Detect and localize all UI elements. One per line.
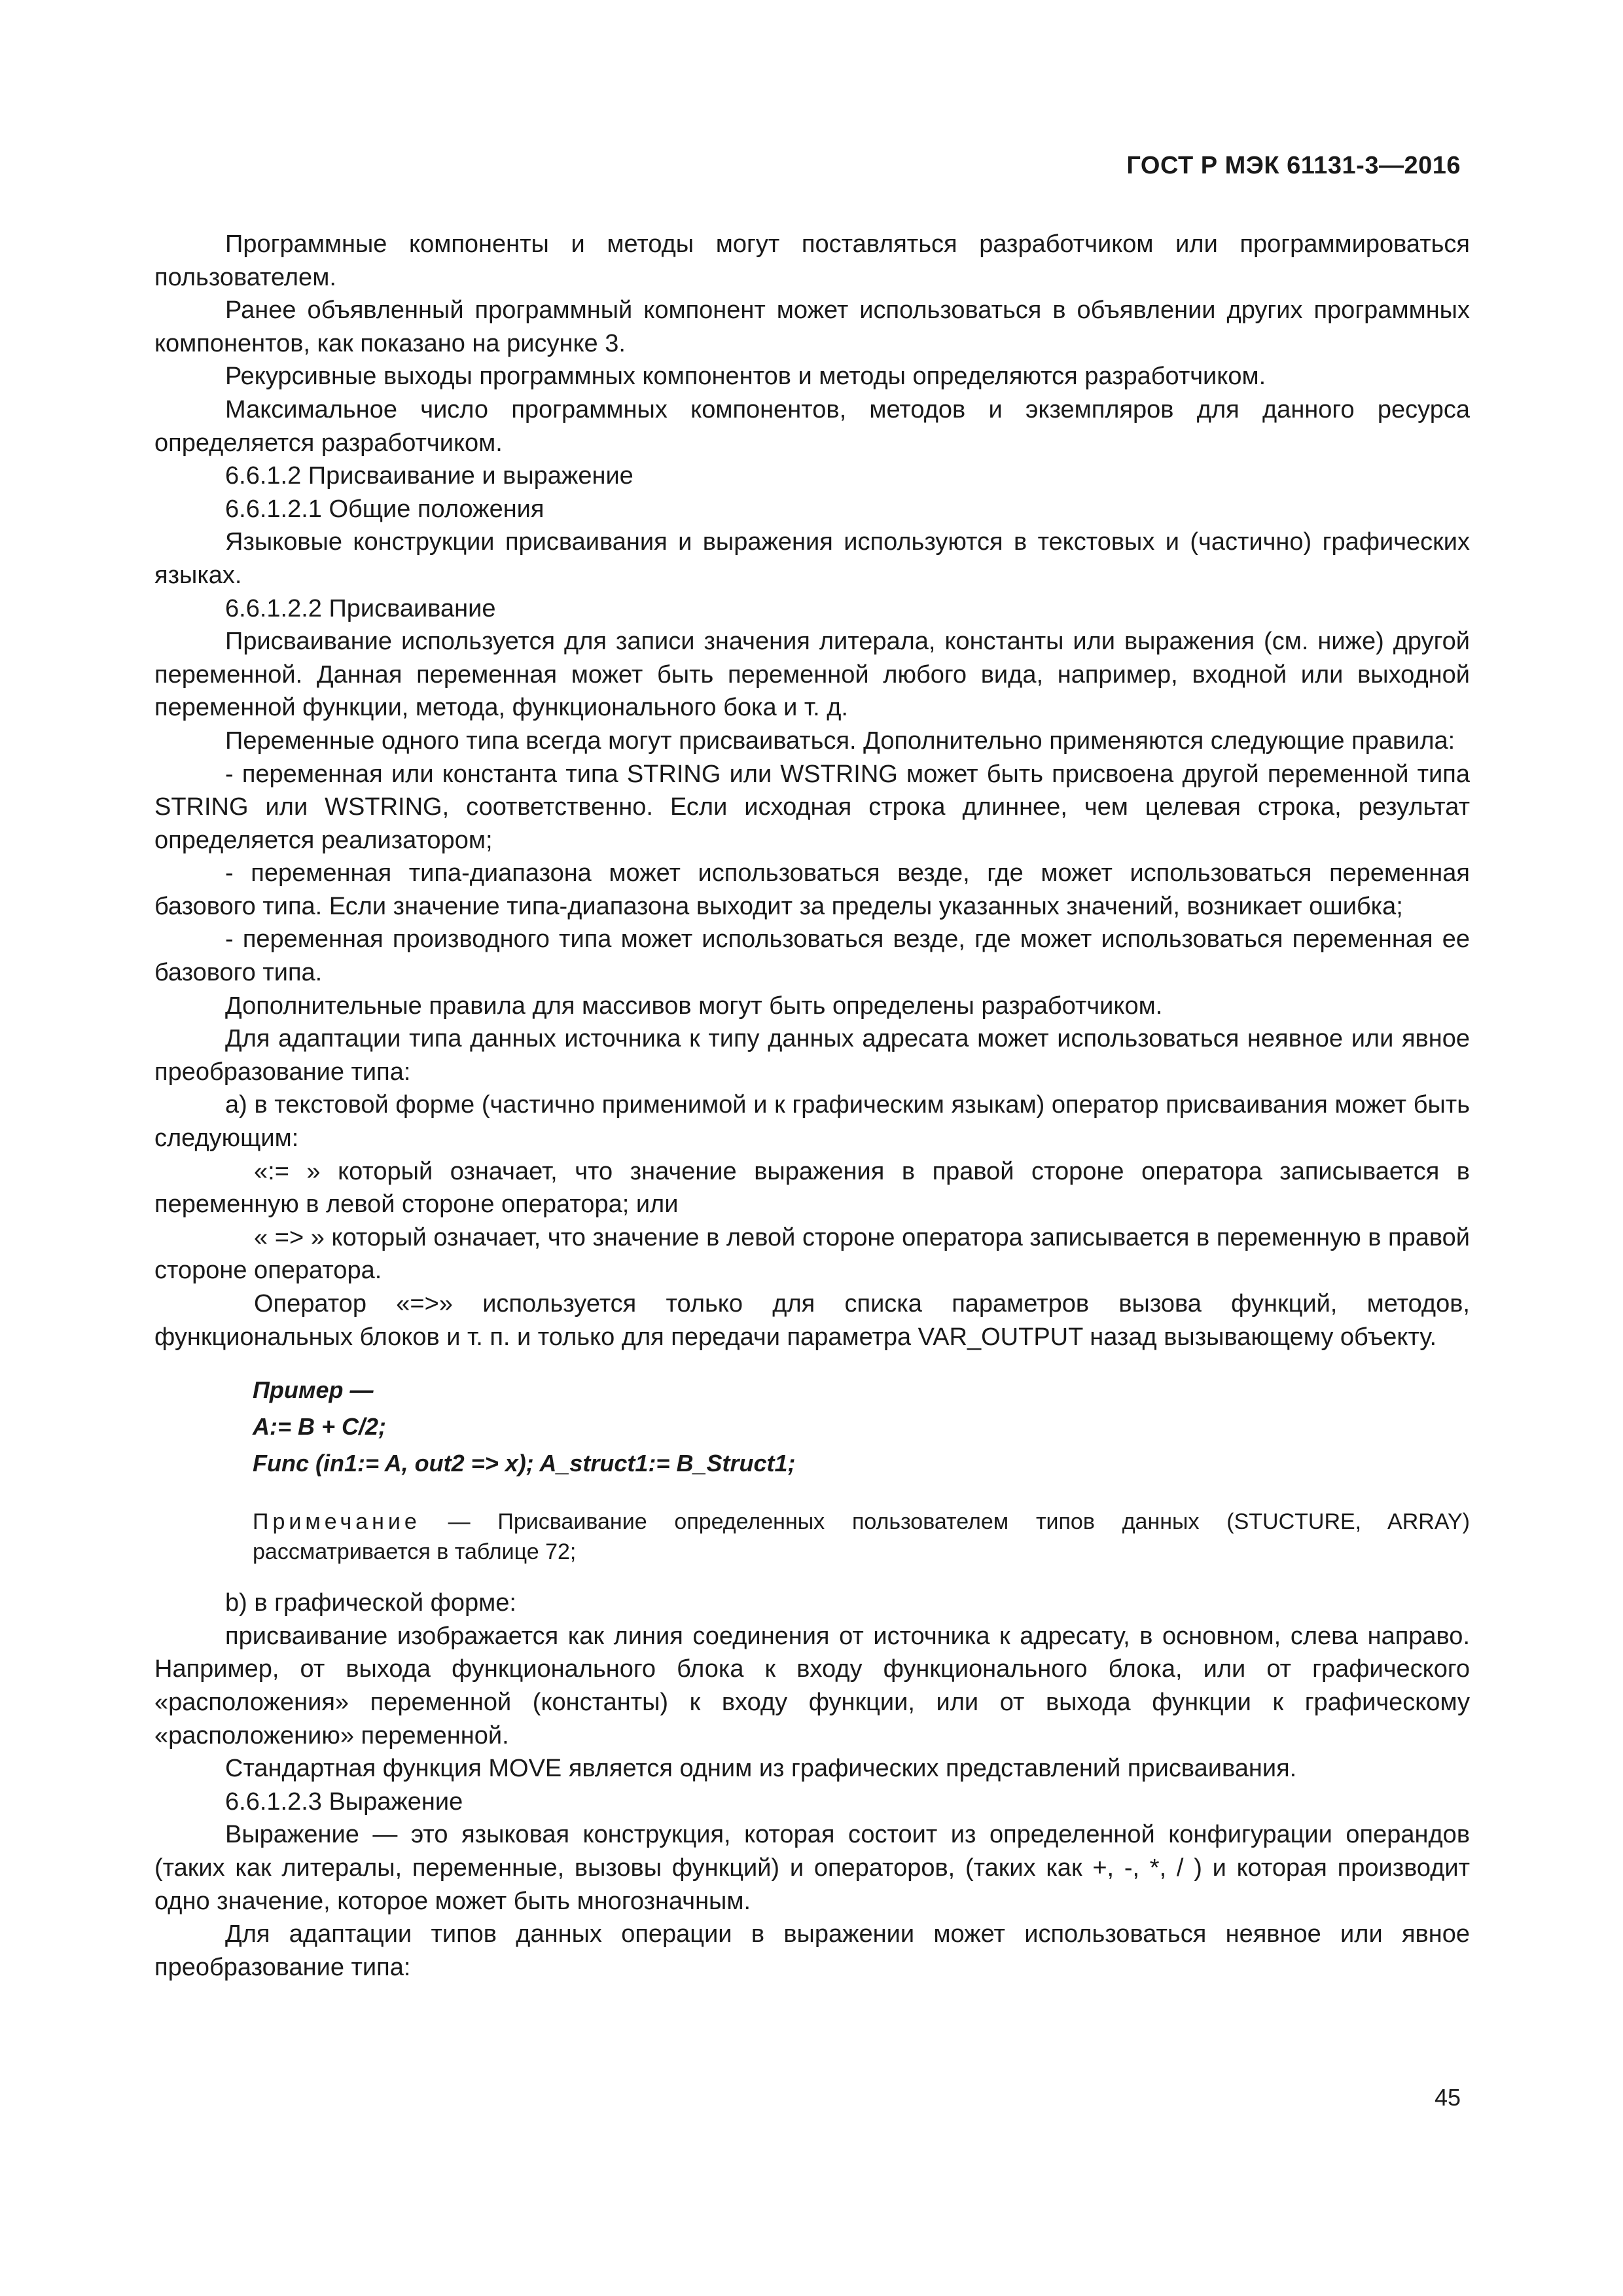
paragraph: Для адаптации типов данных операции в выражении может использоваться неявное или явное преобразование типа: [154, 1920, 1470, 1981]
section-heading: 6.6.1.2.3 Выражение [225, 1787, 463, 1816]
paragraph: Оператор «=>» используется только для списка параметров вызова функций, методов, функциональных блоков и т. п. и только для передачи параметра VAR_OUTPUT назад вызывающему объекту. [154, 1290, 1470, 1351]
paragraph: Программные компоненты и методы могут поставляться разработчиком или программироваться пользователем. [154, 230, 1470, 291]
list-item: - переменная производного типа может использоваться везде, где может использоваться переменная ее базового типа. [154, 925, 1470, 987]
paragraph: Ранее объявленный программный компонент может использоваться в объявлении других программных компонентов, как показано на рисунке 3. [154, 296, 1470, 357]
paragraph: Присваивание используется для записи значения литерала, константы или выражения (см. ниже) другой переменной. Данная переменная может быть переменной любого вида, например, входной или выходной переменной функции, метода, функционального бока и т. д. [154, 628, 1470, 722]
operator-description: « => » который означает, что значение в левой стороне оператора записывается в переменную в правой стороне оператора. [154, 1223, 1470, 1285]
paragraph: Рекурсивные выходы программных компонентов и методы определяются разработчиком. [225, 363, 1266, 391]
document-body [154, 228, 1470, 1984]
section-heading: 6.6.1.2.1 Общие положения [225, 495, 544, 523]
list-item: - переменная или константа типа STRING или WSTRING может быть присвоена другой переменной типа STRING или WSTRING, соответственно. Если исходная строка длиннее, чем целевая строка, результат определяется реализатором; [154, 760, 1470, 854]
paragraph: присваивание изображается как линия соединения от источника к адресату, в основном, слева направо. Например, от выхода функционального блока к входу функционального блока, или от графического «расположения» переменной (константы) к входу функции, или от выхода функции к графическому «расположению» переменной. [154, 1622, 1470, 1749]
note-label: Примечание [253, 1509, 421, 1535]
document-header: ГОСТ Р МЭК 61131-3—2016 [1126, 152, 1461, 179]
list-item: b) в графической форме: [225, 1589, 516, 1617]
note [253, 1507, 1470, 1567]
list-item: - переменная типа-диапазона может использоваться везде, где может использоваться переменная базового типа. Если значение типа-диапазона выходит за пределы указанных значений, возникает ошибка; [154, 859, 1470, 920]
example-code-line: A:= B + C/2; [253, 1413, 387, 1441]
paragraph: Дополнительные правила для массивов могут быть определены разработчиком. [225, 992, 1163, 1020]
section-heading: 6.6.1.2.2 Присваивание [225, 594, 496, 622]
paragraph: Выражение — это языковая конструкция, которая состоит из определенной конфигурации операндов (таких как литералы, переменные, вызовы функций) и операторов, (таких как +, -, *, / ) и которая производит одно значение, которое может быть многозначным. [154, 1821, 1470, 1915]
page-number: 45 [1434, 2084, 1461, 2111]
example-label: Пример — [253, 1376, 374, 1404]
paragraph: Языковые конструкции присваивания и выражения используются в текстовых и (частично) графических языках. [154, 528, 1470, 589]
operator-description: «:= » который означает, что значение выражения в правой стороне оператора записывается в переменную в левой стороне оператора; или [154, 1157, 1470, 1219]
note-text: — Присваивание определенных пользователем типов данных (STUCTURE, ARRAY) рассматривается в таблице 72; [253, 1509, 1470, 1565]
list-item: a) в текстовой форме (частично применимой и к графическим языкам) оператор присваивания может быть следующим: [154, 1091, 1470, 1153]
example-code-line: Func (in1:= A, out2 => x); A_struct1:= B_Struct1; [253, 1450, 796, 1477]
code-example [253, 1372, 1470, 1482]
paragraph: Для адаптации типа данных источника к типу данных адресата может использоваться неявное или явное преобразование типа: [154, 1025, 1470, 1086]
paragraph: Переменные одного типа всегда могут присваиваться. Дополнительно применяются следующие правила: [225, 726, 1455, 755]
paragraph: Максимальное число программных компонентов, методов и экземпляров для данного ресурса определяется разработчиком. [154, 395, 1470, 457]
section-heading: 6.6.1.2 Присваивание и выражение [225, 462, 633, 490]
paragraph: Стандартная функция MOVE является одним из графических представлений присваивания. [225, 1755, 1297, 1783]
